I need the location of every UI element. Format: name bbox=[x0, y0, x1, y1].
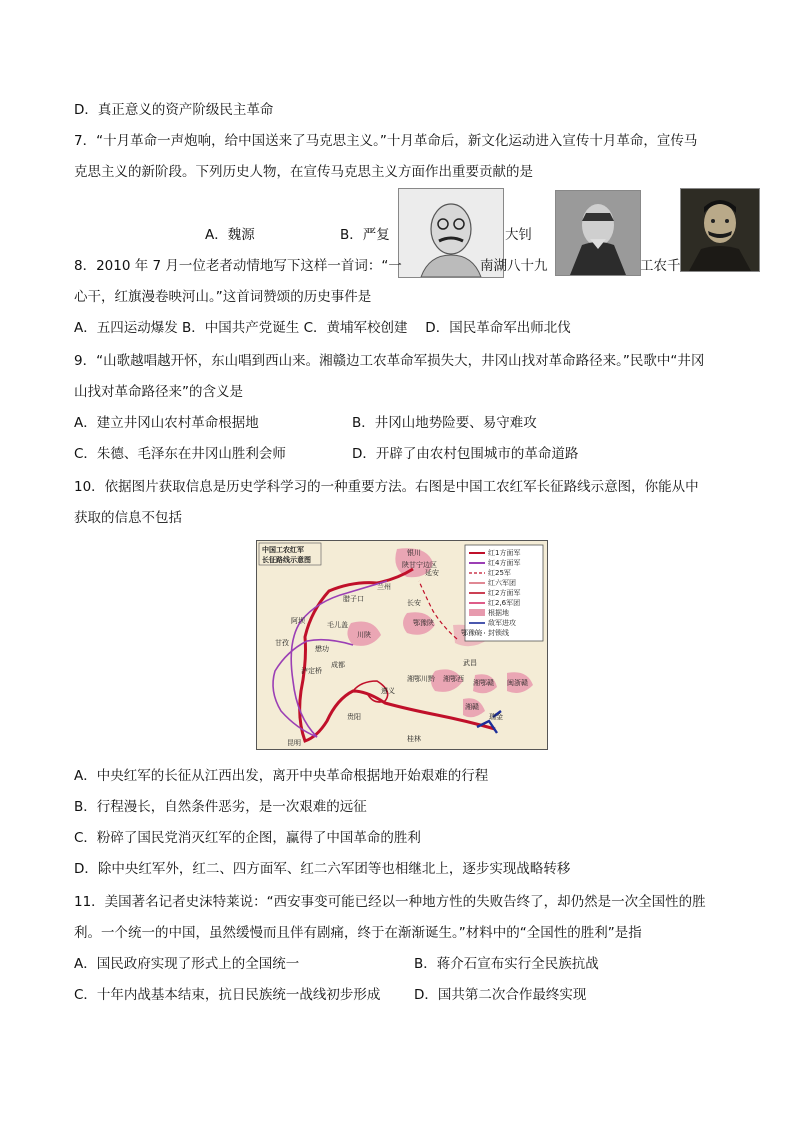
place-label: 毛儿盖 bbox=[327, 621, 348, 629]
portrait-photo-3 bbox=[680, 188, 760, 272]
place-label: 泸定桥 bbox=[301, 667, 322, 675]
place-label: 瑞金 bbox=[489, 713, 503, 721]
legend-label: 红六军团 bbox=[488, 579, 516, 587]
place-label: 延安 bbox=[425, 569, 439, 577]
place-label: 腊子口 bbox=[343, 595, 364, 603]
place-label: 成都 bbox=[331, 661, 345, 669]
q7-stem-line1: 7．“十月革命一声炮响，给中国送来了马克思主义。”十月革命后，新文化运动进入宣传十月革命，宣传马 bbox=[74, 133, 698, 149]
q9-option-c: C．朱德、毛泽东在井冈山胜利会师 bbox=[74, 446, 286, 462]
place-label: 武昌 bbox=[463, 659, 477, 667]
q7-option-a: A．魏源 bbox=[205, 227, 255, 243]
map-title-line2: 长征路线示意图 bbox=[262, 556, 311, 564]
place-label: 闽浙赣 bbox=[507, 679, 528, 687]
legend-label: 红25军 bbox=[488, 569, 511, 577]
q8-stem-line2: 心干，红旗漫卷映河山。”这首词赞颂的历史事件是 bbox=[74, 289, 372, 305]
place-label: 鄂豫皖 bbox=[461, 629, 482, 637]
place-label: 遵义 bbox=[381, 687, 395, 695]
place-label: 贵阳 bbox=[347, 713, 361, 721]
q9-stem-line2: 山找对革命路径来”的含义是 bbox=[74, 384, 243, 400]
place-label: 懋功 bbox=[315, 645, 329, 653]
place-label: 阿坝 bbox=[291, 617, 305, 625]
legend-label: 根据地 bbox=[488, 609, 509, 617]
place-label: 兰州 bbox=[377, 583, 391, 591]
place-label: 湘赣 bbox=[465, 703, 479, 711]
place-label: 甘孜 bbox=[275, 639, 289, 647]
q8-stem-line1-tail: 工农千 bbox=[640, 258, 681, 274]
q7-stem-line2: 克思主义的新阶段。下列历史人物，在宣传马克思主义方面作出重要贡献的是 bbox=[74, 164, 533, 180]
map-title-line1: 中国工农红军 bbox=[262, 546, 304, 554]
q10-option-d: D．除中央红军外，红二、四方面军、红二六军团等也相继北上，逐步实现战略转移 bbox=[74, 861, 571, 877]
place-label: 川陕 bbox=[357, 631, 371, 639]
place-label: 湘鄂赣 bbox=[473, 679, 494, 687]
q11-option-b: B．蒋介石宣布实行全民族抗战 bbox=[414, 956, 599, 972]
q9-option-b: B．井冈山地势险要、易守难攻 bbox=[352, 415, 537, 431]
portrait-photo-2 bbox=[555, 190, 641, 276]
q10-stem-line1: 10．依据图片获取信息是历史学科学习的一种重要方法。右图是中国工农红军长征路线示意图，你能从中 bbox=[74, 479, 699, 495]
legend-label: 封锁线 bbox=[488, 629, 509, 637]
place-label: 桂林 bbox=[407, 735, 421, 743]
q10-option-c: C．粉碎了国民党消灭红军的企图，赢得了中国革命的胜利 bbox=[74, 830, 421, 846]
q11-option-a: A．国民政府实现了形式上的全国统一 bbox=[74, 956, 300, 972]
legend-label: 敌军进攻 bbox=[488, 619, 516, 627]
q11-stem-line1: 11．美国著名记者史沫特莱说：“西安事变可能已经以一种地方性的失败告终了，却仍然是一次全国性的胜 bbox=[74, 894, 706, 910]
place-label: 湘鄂川黔 bbox=[407, 675, 435, 683]
legend-label: 红2,6军团 bbox=[488, 599, 521, 607]
long-march-route-map bbox=[256, 540, 548, 750]
place-label: 陕甘宁边区 bbox=[402, 561, 437, 569]
q9-stem-line1: 9．“山歌越唱越开怀，东山唱到西山来。湘赣边工农革命军损失大，井冈山找对革命路径来。”民歌中“井冈 bbox=[74, 353, 705, 369]
legend-label: 红1方面军 bbox=[488, 549, 521, 557]
q11-option-d: D．国共第二次合作最终实现 bbox=[414, 987, 587, 1003]
q8-stem-line1-mid: 南湖八十九 bbox=[480, 258, 548, 274]
place-label: 湘鄂西 bbox=[443, 675, 464, 683]
place-label: 银川 bbox=[407, 549, 421, 557]
legend-label: 红2方面军 bbox=[488, 589, 521, 597]
q10-option-b: B．行程漫长，自然条件恶劣，是一次艰难的远征 bbox=[74, 799, 367, 815]
q7-option-c-tail: 大钊 bbox=[505, 227, 532, 243]
q7-option-b: B．严复 bbox=[340, 227, 390, 243]
q9-option-d: D．开辟了由农村包围城市的革命道路 bbox=[352, 446, 579, 462]
q8-options: A．五四运动爆发 B．中国共产党诞生 C．黄埔军校创建 D．国民革命军出师北伐 bbox=[74, 320, 571, 336]
q11-stem-line2: 利。一个统一的中国，虽然缓慢而且伴有剧痛，终于在渐渐诞生。”材料中的“全国性的胜利”是指 bbox=[74, 925, 642, 941]
q10-option-a: A．中央红军的长征从江西出发，离开中央革命根据地开始艰难的行程 bbox=[74, 768, 489, 784]
q6-option-d: D．真正意义的资产阶级民主革命 bbox=[74, 102, 274, 118]
q11-option-c: C．十年内战基本结束，抗日民族统一战线初步形成 bbox=[74, 987, 381, 1003]
legend-label: 红4方面军 bbox=[488, 559, 521, 567]
q8-stem-line1: 8．2010 年 7 月一位老者动情地写下这样一首词：“一 bbox=[74, 258, 402, 274]
q10-stem-line2: 获取的信息不包括 bbox=[74, 510, 182, 526]
q9-option-a: A．建立井冈山农村革命根据地 bbox=[74, 415, 259, 431]
place-label: 昆明 bbox=[287, 739, 301, 747]
place-label: 长安 bbox=[407, 599, 421, 607]
place-label: 鄂豫陕 bbox=[413, 619, 434, 627]
